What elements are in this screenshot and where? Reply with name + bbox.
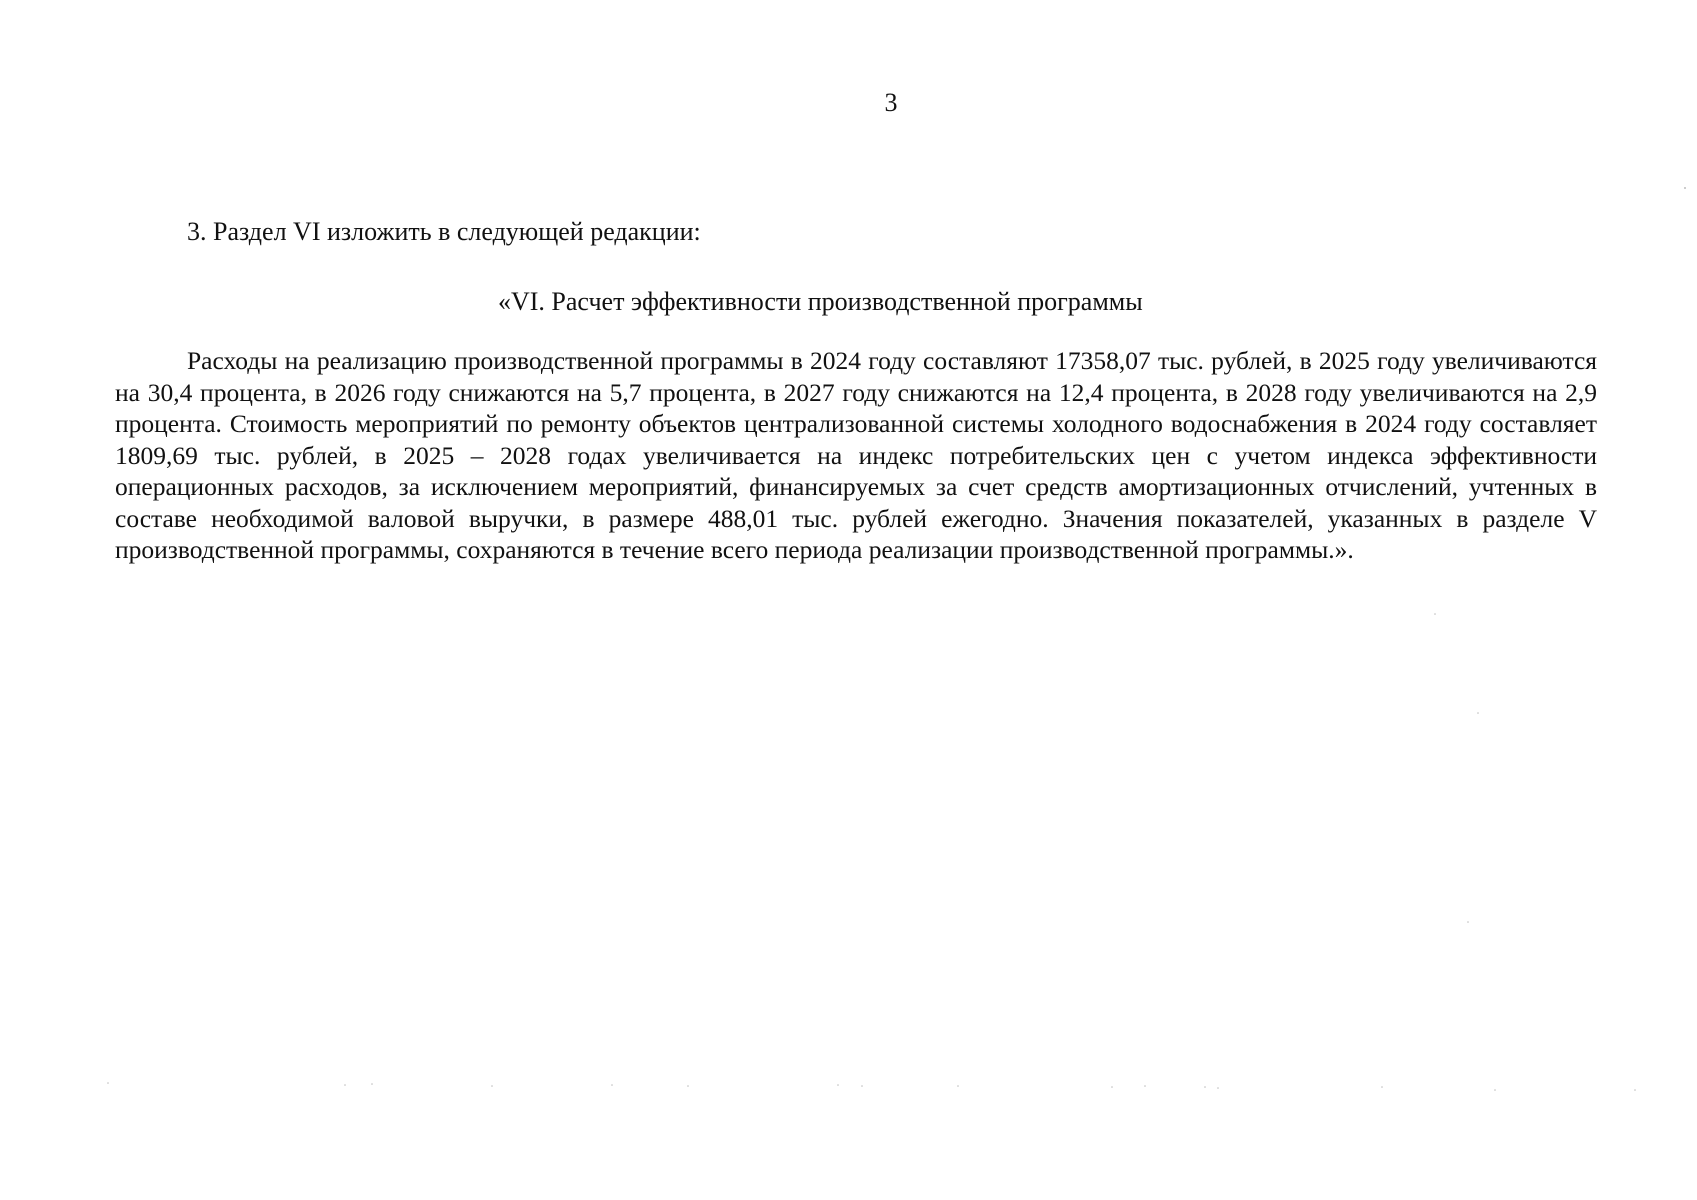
page-number: 3 (884, 88, 898, 117)
amendment-instruction: 3. Раздел VI изложить в следующей редакции: (187, 217, 701, 246)
body-paragraph: Расходы на реализацию производственной программы в 2024 году составляют 17358,07 тыс. рублей, в 2025 году увеличиваются на 30,4 процента, в 2026 году снижаются на 5,7 процента, в 2027 году снижаются на 12,4 процента, в 2028 году увеличиваются на 2,9 процента. Стоимость мероприятий по ремонту объектов централизованной системы холодного водоснабжения в 2024 году составляет 1809,69 тыс. рублей, в 2025 – 2028 годах увеличивается на индекс потребительских цен с учетом индекса эффективности операционных расходов, за исключением мероприятий, финансируемых за счет средств амортизационных отчислений, учтенных в составе необходимой валовой выручки, в размере 488,01 тыс. рублей ежегодно. Значения показателей, указанных в разделе V производственной программы, сохраняются в течение всего периода реализации производственной программы.». (115, 346, 1597, 564)
section-heading: «VI. Расчет эффективности производственной программы (498, 287, 1143, 316)
